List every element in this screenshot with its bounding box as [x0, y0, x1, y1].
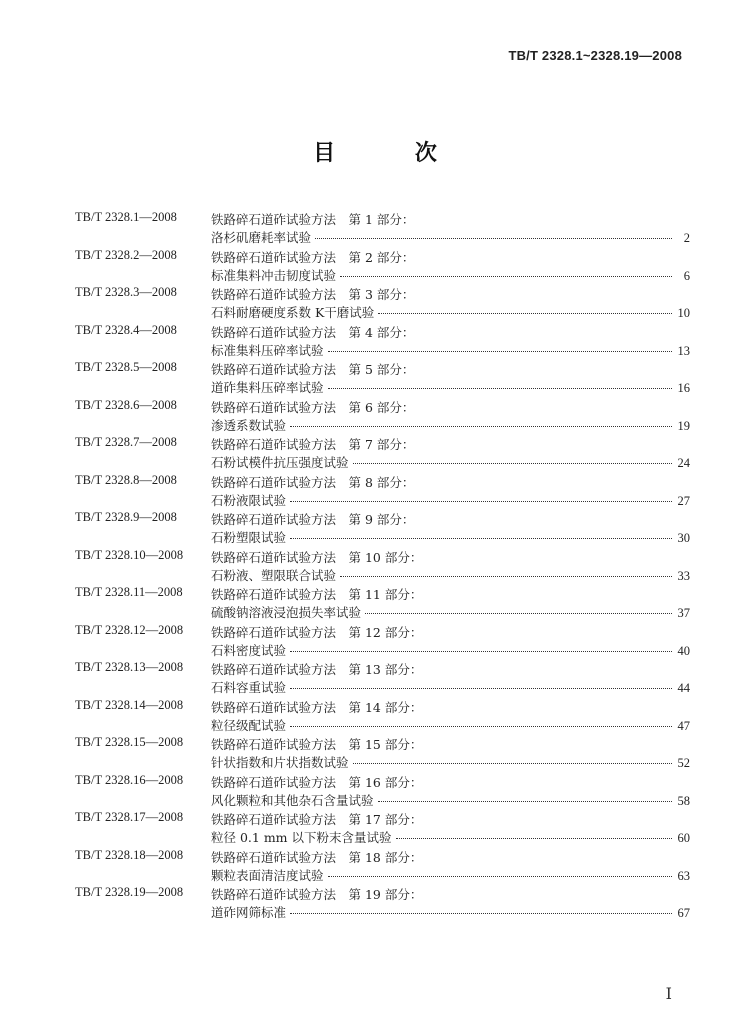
entry-subtitle-row [211, 266, 690, 284]
toc-entry[interactable] [75, 583, 690, 621]
entry-subtitle: 石粉试模件抗压强度试验 [211, 455, 349, 470]
dot-leader [340, 575, 672, 577]
standard-code: TB/T 2328.19—2008 [75, 885, 184, 899]
entry-subtitle-row [211, 378, 690, 396]
standard-code: TB/T 2328.5—2008 [75, 360, 177, 374]
page-title: 目 次 [313, 140, 473, 166]
entry-subtitle: 硫酸钠溶液浸泡损失率试验 [211, 605, 362, 620]
dot-leader [328, 350, 672, 352]
entry-part-title: 铁路碎石道砟试验方法 第 10 部分： [211, 549, 423, 565]
toc-entry[interactable] [75, 696, 690, 734]
entry-page-number: 27 [677, 493, 690, 508]
dot-leader [353, 762, 672, 764]
standard-code: TB/T 2328.17—2008 [75, 810, 184, 824]
dot-leader [396, 837, 672, 839]
entry-page-number: 58 [677, 793, 690, 808]
entry-subtitle-row [211, 716, 690, 734]
entry-subtitle-row [211, 491, 690, 509]
dot-leader [378, 312, 672, 314]
toc-entry[interactable] [75, 546, 690, 584]
toc-entry[interactable] [75, 321, 690, 359]
standard-code: TB/T 2328.10—2008 [75, 547, 184, 562]
dot-leader [290, 725, 672, 727]
entry-subtitle-row [211, 903, 690, 921]
dot-leader [328, 875, 672, 877]
entry-subtitle-row [211, 678, 690, 696]
entry-page-number: 13 [677, 343, 690, 358]
entry-part-title: 铁路碎石道砟试验方法 第 12 部分： [211, 624, 423, 640]
entry-part-title: 铁路碎石道砟试验方法 第 16 部分： [211, 774, 423, 790]
entry-part-title: 铁路碎石道砟试验方法 第 4 部分： [211, 324, 415, 340]
entry-subtitle: 道砟集料压碎率试验 [211, 380, 324, 395]
dot-leader [290, 537, 672, 539]
entry-page-number: 33 [677, 568, 690, 583]
standard-code: TB/T 2328.4—2008 [75, 322, 177, 337]
entry-subtitle-row [211, 566, 690, 584]
entry-subtitle: 石粉塑限试验 [211, 530, 287, 545]
entry-subtitle-row [211, 228, 690, 246]
entry-subtitle-row [211, 791, 690, 809]
standard-code: TB/T 2328.3—2008 [75, 285, 177, 299]
dot-leader [315, 237, 672, 239]
entry-subtitle: 石料耐磨硬度系数 K干磨试验 [211, 305, 375, 320]
entry-subtitle-row [211, 341, 690, 359]
toc-entry[interactable] [75, 246, 690, 284]
standard-code: TB/T 2328.6—2008 [75, 397, 177, 412]
dot-leader [290, 687, 672, 689]
entry-part-title: 铁路碎石道砟试验方法 第 5 部分： [211, 362, 415, 377]
entry-page-number: 16 [677, 381, 690, 395]
toc-entry[interactable] [75, 808, 690, 846]
entry-page-number: 6 [683, 268, 690, 283]
entry-page-number: 47 [677, 718, 690, 733]
entry-subtitle-row [211, 453, 690, 471]
standard-code: TB/T 2328.11—2008 [75, 585, 183, 599]
entry-part-title: 铁路碎石道砟试验方法 第 19 部分： [211, 887, 423, 902]
toc-entry[interactable] [75, 621, 690, 659]
entry-subtitle-row [211, 303, 690, 321]
entry-part-title: 铁路碎石道砟试验方法 第 17 部分： [211, 812, 423, 827]
toc-entry[interactable] [75, 283, 690, 321]
entry-page-number: 19 [677, 418, 690, 433]
entry-part-title: 铁路碎石道砟试验方法 第 11 部分： [211, 587, 423, 602]
entry-page-number: 10 [677, 306, 690, 320]
entry-subtitle: 石粉液限试验 [211, 492, 287, 508]
entry-subtitle: 颗粒表面清洁度试验 [211, 867, 324, 883]
entry-page-number: 67 [677, 906, 690, 920]
entry-subtitle-row [211, 416, 690, 434]
entry-part-title: 铁路碎石道砟试验方法 第 9 部分： [211, 512, 415, 527]
entry-page-number: 40 [677, 643, 690, 658]
standard-code: TB/T 2328.16—2008 [75, 772, 184, 787]
standard-code: TB/T 2328.2—2008 [75, 247, 177, 262]
entry-part-title: 铁路碎石道砟试验方法 第 2 部分： [211, 249, 415, 265]
toc-entry[interactable] [75, 883, 690, 921]
entry-page-number: 2 [683, 231, 690, 245]
entry-part-title: 铁路碎石道砟试验方法 第 18 部分： [211, 849, 423, 865]
standard-code: TB/T 2328.15—2008 [75, 735, 184, 749]
dot-leader [328, 387, 672, 389]
toc-entry[interactable] [75, 771, 690, 809]
entry-part-title: 铁路碎石道砟试验方法 第 3 部分： [211, 287, 415, 302]
dot-leader [290, 425, 672, 427]
entry-part-title: 铁路碎石道砟试验方法 第 1 部分： [211, 212, 415, 227]
entry-page-number: 30 [677, 531, 690, 545]
entry-page-number: 44 [677, 681, 690, 695]
entry-subtitle: 石料容重试验 [211, 680, 287, 695]
entry-part-title: 铁路碎石道砟试验方法 第 7 部分： [211, 437, 415, 452]
toc-entry[interactable] [75, 471, 690, 509]
entry-part-title: 铁路碎石道砟试验方法 第 6 部分： [211, 399, 415, 415]
toc-entry[interactable] [75, 396, 690, 434]
toc-entry[interactable] [75, 846, 690, 884]
dot-leader [290, 912, 672, 914]
entry-part-title: 铁路碎石道砟试验方法 第 8 部分： [211, 474, 415, 490]
toc-entry[interactable] [75, 508, 690, 546]
dot-leader [378, 800, 672, 802]
entry-subtitle: 针状指数和片状指数试验 [211, 755, 349, 770]
entry-subtitle: 标准集料压碎率试验 [211, 342, 324, 358]
entry-subtitle-row [211, 866, 690, 884]
standard-code: TB/T 2328.18—2008 [75, 847, 184, 862]
entry-subtitle: 标准集料冲击韧度试验 [211, 267, 337, 283]
toc-entry[interactable] [75, 658, 690, 696]
toc-entry[interactable] [75, 733, 690, 771]
entry-page-number: 24 [677, 456, 690, 470]
toc-entry[interactable] [75, 358, 690, 396]
dot-leader [290, 650, 672, 652]
entry-subtitle: 洛杉矶磨耗率试验 [211, 230, 312, 245]
standard-code: TB/T 2328.9—2008 [75, 510, 177, 524]
standard-code: TB/T 2328.12—2008 [75, 622, 184, 637]
standard-code: TB/T 2328.13—2008 [75, 660, 184, 674]
entry-subtitle-row [211, 528, 690, 546]
standard-code: TB/T 2328.8—2008 [75, 472, 177, 487]
table-of-contents [75, 208, 690, 921]
entry-part-title: 铁路碎石道砟试验方法 第 15 部分： [211, 737, 423, 752]
entry-page-number: 37 [677, 606, 690, 620]
toc-entry[interactable] [75, 208, 690, 246]
entry-subtitle-row [211, 641, 690, 659]
dot-leader [290, 500, 672, 502]
page-number: I [665, 984, 672, 1003]
document-header: TB/T 2328.1~2328.19—2008 [508, 48, 682, 63]
entry-part-title: 铁路碎石道砟试验方法 第 14 部分： [211, 699, 423, 715]
entry-subtitle-row [211, 603, 690, 621]
entry-subtitle: 石粉液、塑限联合试验 [211, 567, 337, 583]
entry-subtitle: 风化颗粒和其他杂石含量试验 [211, 792, 374, 808]
dot-leader [353, 462, 672, 464]
entry-page-number: 52 [677, 756, 690, 770]
standard-code: TB/T 2328.14—2008 [75, 697, 184, 712]
entry-subtitle: 渗透系数试验 [211, 417, 287, 433]
entry-subtitle: 粒径级配试验 [211, 717, 287, 733]
entry-subtitle: 道砟网筛标准 [211, 905, 287, 920]
entry-subtitle: 粒径 0.1 mm 以下粉末含量试验 [211, 830, 392, 845]
entry-part-title: 铁路碎石道砟试验方法 第 13 部分： [211, 662, 423, 677]
toc-entry[interactable] [75, 433, 690, 471]
entry-subtitle-row [211, 753, 690, 771]
standard-code: TB/T 2328.1—2008 [75, 210, 177, 224]
entry-subtitle-row [211, 828, 690, 846]
entry-page-number: 60 [677, 831, 690, 845]
standard-code: TB/T 2328.7—2008 [75, 435, 177, 449]
entry-subtitle: 石料密度试验 [211, 642, 287, 658]
dot-leader [365, 612, 672, 614]
entry-page-number: 63 [677, 868, 690, 883]
dot-leader [340, 275, 672, 277]
